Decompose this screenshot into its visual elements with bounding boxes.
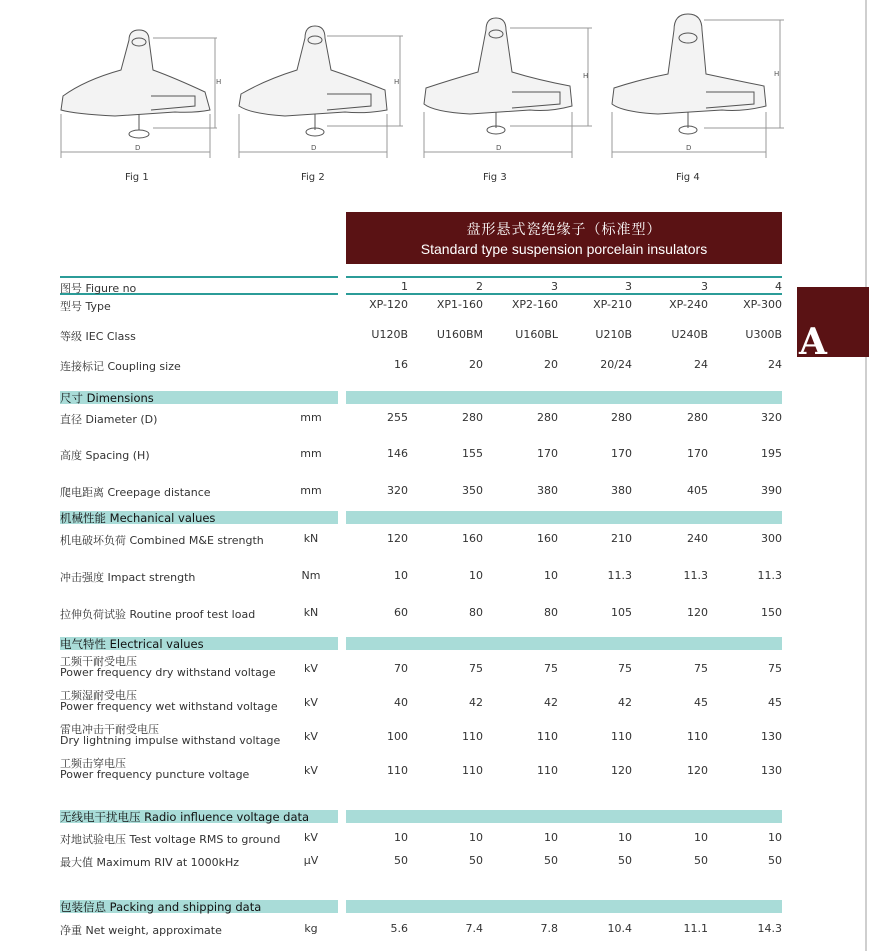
table-cell: 11.1 — [683, 922, 708, 935]
table-cell: 7.4 — [465, 922, 483, 935]
table-cell: 75 — [544, 662, 558, 675]
row-label-english: Power frequency puncture voltage — [60, 768, 250, 781]
table-cell: U160BL — [515, 328, 558, 341]
table-cell: 110 — [387, 764, 408, 777]
divider-line — [60, 276, 338, 278]
row-label: 高度 Spacing (H) — [60, 449, 150, 462]
table-cell: 210 — [611, 532, 632, 545]
table-cell: 70 — [394, 662, 408, 675]
unit-label: mm — [300, 484, 322, 497]
section-title: 机械性能 Mechanical values — [60, 511, 216, 525]
figure-caption: Fig 3 — [483, 172, 507, 183]
table-cell: 320 — [387, 484, 408, 497]
section-tab — [797, 287, 869, 363]
row-label: 拉伸负荷试验 Routine proof test load — [60, 608, 256, 621]
table-cell: 280 — [687, 411, 708, 424]
height-marker: H — [216, 78, 222, 86]
table-cell: 10 — [469, 831, 483, 844]
table-cell: XP-210 — [593, 298, 632, 311]
table-cell: XP-300 — [743, 298, 782, 311]
table-cell: 45 — [694, 696, 708, 709]
table-cell: 3 — [551, 280, 558, 293]
height-marker: H — [774, 70, 780, 78]
table-cell: 280 — [537, 411, 558, 424]
table-cell: XP-120 — [369, 298, 408, 311]
row-label: 净重 Net weight, approximate — [60, 924, 222, 937]
table-cell: 42 — [618, 696, 632, 709]
title-english: Standard type suspension porcelain insulators — [420, 241, 708, 257]
table-cell: 280 — [611, 411, 632, 424]
insulator-drawing-fig4 — [608, 10, 788, 160]
row-label-chinese: 工频湿耐受电压 — [60, 689, 137, 702]
table-cell: 150 — [761, 606, 782, 619]
row-label-chinese: 工频干耐受电压 — [60, 655, 137, 668]
table-cell: 320 — [761, 411, 782, 424]
figure-strip — [0, 0, 860, 200]
table-cell: 10 — [394, 831, 408, 844]
unit-label: kV — [304, 696, 318, 709]
table-cell: 380 — [537, 484, 558, 497]
table-cell: 170 — [611, 447, 632, 460]
unit-label: Nm — [301, 569, 321, 582]
section-tab-letter: A — [799, 321, 827, 363]
table-cell: 155 — [462, 447, 483, 460]
row-label: 最大值 Maximum RIV at 1000kHz — [60, 856, 240, 869]
table-cell: 130 — [761, 730, 782, 743]
section-band — [346, 810, 782, 823]
title-chinese: 盘形悬式瓷绝缘子（标准型） — [466, 222, 662, 238]
row-label: 直径 Diameter (D) — [60, 413, 158, 426]
table-cell: XP2-160 — [511, 298, 558, 311]
table-cell: 120 — [687, 764, 708, 777]
insulator-drawing-fig3 — [420, 10, 595, 160]
table-cell: 75 — [618, 662, 632, 675]
table-cell: 120 — [687, 606, 708, 619]
table-cell: 20 — [544, 358, 558, 371]
unit-label: kg — [304, 922, 318, 935]
table-cell: 11.3 — [607, 569, 632, 582]
table-cell: 3 — [625, 280, 632, 293]
table-cell: 50 — [469, 854, 483, 867]
table-cell: 11.3 — [757, 569, 782, 582]
table-cell: 390 — [761, 484, 782, 497]
table-cell: 50 — [394, 854, 408, 867]
height-marker: H — [583, 72, 589, 80]
table-cell: 120 — [387, 532, 408, 545]
table-cell: 20 — [469, 358, 483, 371]
row-label: 爬电距离 Creepage distance — [60, 486, 211, 499]
section-title: 包装信息 Packing and shipping data — [60, 900, 262, 914]
insulator-drawing-fig1 — [55, 10, 225, 160]
table-cell: 24 — [768, 358, 782, 371]
section-title: 无线电干扰电压 Radio influence voltage data — [60, 810, 310, 824]
row-label-chinese: 雷电冲击干耐受电压 — [60, 723, 159, 736]
table-cell: 195 — [761, 447, 782, 460]
table-cell: 75 — [469, 662, 483, 675]
row-label: 冲击强度 Impact strength — [60, 571, 196, 584]
table-cell: 10 — [469, 569, 483, 582]
table-cell: 24 — [694, 358, 708, 371]
divider-line — [346, 276, 782, 278]
table-cell: 110 — [611, 730, 632, 743]
unit-label: kV — [304, 764, 318, 777]
unit-label: µV — [303, 854, 319, 867]
table-cell: 110 — [462, 764, 483, 777]
table-cell: 120 — [611, 764, 632, 777]
figure-caption: Fig 4 — [676, 172, 700, 183]
diameter-marker: D — [135, 144, 141, 152]
table-title-banner — [346, 212, 782, 264]
row-label-chinese: 工频击穿电压 — [60, 757, 126, 770]
row-label-english: Dry lightning impulse withstand voltage — [60, 734, 281, 747]
height-marker: H — [394, 78, 400, 86]
table-cell: 50 — [768, 854, 782, 867]
table-cell: 20/24 — [600, 358, 632, 371]
diameter-marker: D — [496, 144, 502, 152]
table-cell: XP1-160 — [436, 298, 483, 311]
table-cell: 105 — [611, 606, 632, 619]
table-cell: 110 — [687, 730, 708, 743]
table-cell: 10.4 — [607, 922, 632, 935]
table-cell: U160BM — [436, 328, 483, 341]
table-cell: 300 — [761, 532, 782, 545]
table-cell: 11.3 — [683, 569, 708, 582]
table-cell: 50 — [694, 854, 708, 867]
row-label: 等级 IEC Class — [60, 330, 136, 343]
section-title: 尺寸 Dimensions — [60, 391, 154, 405]
row-label-english: Power frequency dry withstand voltage — [60, 666, 276, 679]
unit-label: kN — [303, 606, 319, 619]
table-cell: 40 — [394, 696, 408, 709]
table-cell: 60 — [394, 606, 408, 619]
table-cell: 380 — [611, 484, 632, 497]
table-cell: U300B — [745, 328, 782, 341]
section-band — [346, 900, 782, 913]
table-cell: 255 — [387, 411, 408, 424]
table-cell: 10 — [618, 831, 632, 844]
table-cell: U120B — [371, 328, 408, 341]
table-cell: 10 — [694, 831, 708, 844]
figure-caption: Fig 1 — [125, 172, 149, 183]
unit-label: kV — [304, 662, 318, 675]
section-band — [346, 511, 782, 524]
unit-label: kN — [303, 532, 319, 545]
diameter-marker: D — [686, 144, 692, 152]
table-cell: 130 — [761, 764, 782, 777]
diameter-marker: D — [311, 144, 317, 152]
table-cell: 75 — [768, 662, 782, 675]
table-cell: 10 — [544, 569, 558, 582]
table-cell: XP-240 — [669, 298, 708, 311]
table-cell: 1 — [401, 280, 408, 293]
table-cell: 350 — [462, 484, 483, 497]
table-cell: 3 — [701, 280, 708, 293]
table-cell: 4 — [775, 280, 782, 293]
table-cell: 45 — [768, 696, 782, 709]
unit-label: kV — [304, 831, 318, 844]
table-cell: 75 — [694, 662, 708, 675]
row-label: 型号 Type — [60, 300, 111, 313]
insulator-drawing-fig2 — [235, 10, 405, 160]
table-cell: 100 — [387, 730, 408, 743]
table-cell: 80 — [544, 606, 558, 619]
table-cell: 50 — [618, 854, 632, 867]
figure-caption: Fig 2 — [301, 172, 325, 183]
page-edge — [865, 0, 867, 951]
row-label-english: Power frequency wet withstand voltage — [60, 700, 278, 713]
table-cell: 110 — [462, 730, 483, 743]
table-cell: 10 — [544, 831, 558, 844]
table-cell: 2 — [476, 280, 483, 293]
unit-label: kV — [304, 730, 318, 743]
table-cell: 170 — [687, 447, 708, 460]
unit-label: mm — [300, 447, 322, 460]
table-cell: 16 — [394, 358, 408, 371]
table-cell: 42 — [544, 696, 558, 709]
table-cell: 280 — [462, 411, 483, 424]
table-cell: 110 — [537, 764, 558, 777]
table-cell: 7.8 — [540, 922, 558, 935]
table-cell: 160 — [537, 532, 558, 545]
table-cell: 14.3 — [757, 922, 782, 935]
table-cell: 42 — [469, 696, 483, 709]
section-band — [346, 391, 782, 404]
section-band — [346, 637, 782, 650]
table-cell: 170 — [537, 447, 558, 460]
row-label: 图号 Figure no — [60, 282, 137, 295]
table-cell: 405 — [687, 484, 708, 497]
table-cell: 10 — [768, 831, 782, 844]
table-cell: 240 — [687, 532, 708, 545]
row-label: 机电破坏负荷 Combined M&E strength — [60, 534, 264, 547]
table-cell: 146 — [387, 447, 408, 460]
table-cell: 50 — [544, 854, 558, 867]
table-cell: U240B — [671, 328, 708, 341]
unit-label: mm — [300, 411, 322, 424]
row-label: 连接标记 Coupling size — [60, 360, 181, 373]
section-title: 电气特性 Electrical values — [60, 637, 204, 651]
table-cell: 5.6 — [390, 922, 408, 935]
table-cell: 110 — [537, 730, 558, 743]
table-cell: 10 — [394, 569, 408, 582]
table-cell: U210B — [595, 328, 632, 341]
table-cell: 160 — [462, 532, 483, 545]
row-label: 对地试验电压 Test voltage RMS to ground — [60, 833, 281, 846]
table-cell: 80 — [469, 606, 483, 619]
